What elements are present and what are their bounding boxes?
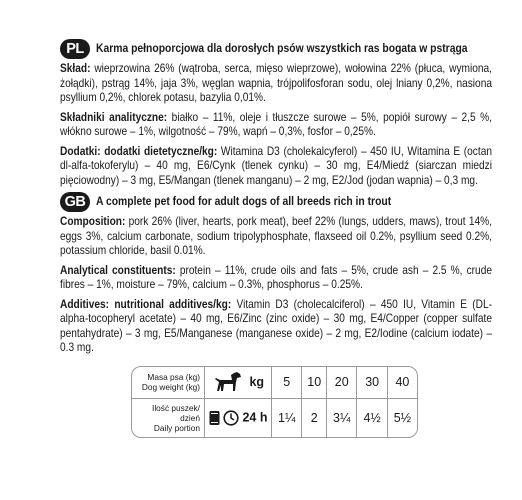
pl-analytical bbox=[60, 110, 492, 139]
gb-composition bbox=[60, 214, 492, 258]
portion-value: 5½ bbox=[387, 398, 417, 437]
pl-analytical-label: Składniki analityczne: bbox=[60, 109, 168, 124]
weight-value: 30 bbox=[357, 367, 387, 398]
gb-additives-text: Vitamin D3 (cholecalciferol) – 450 IU, Vitamin E (DL-alpha-tocopheryl acetate) – 40 mg, E6/Zinc (zinc oxide) – 30 mg, E4/Copper (copper sulfate pentahydrate) – 3 mg, E5/Manganese (manganese oxide) – 2 mg, E2/Iodine (calcium iodate) – 0.3 mg. bbox=[60, 296, 493, 354]
portion-value: 2 bbox=[302, 398, 327, 437]
portion-value: 1¼ bbox=[272, 398, 302, 437]
gb-analytical-text: protein – 11%, crude oils and fats – 5%, crude ash – 2.5 %, crude fibres – 1%, moisture – 79%, calcium – 0.3%, phosphorus – 0.25%. bbox=[60, 262, 492, 291]
portion-unit-cell bbox=[205, 398, 272, 437]
pl-language-badge: PL bbox=[60, 39, 90, 59]
gb-composition-text: pork 26% (liver, hearts, pork meat), beef 22% (lungs, udders, maws), trout 14%, eggs 3%, calcium carbonate, sodium tripolyphosphate, flaxseed oil 0.2%, psyllium seed 0.2%, potassium chloride, basil 0.01%. bbox=[60, 214, 492, 257]
pl-section bbox=[60, 39, 492, 187]
pl-additives-label: Dodatki: dodatki dietetyczne/kg: bbox=[60, 143, 218, 158]
kg-unit: kg bbox=[249, 374, 265, 389]
per-day-label: 24 h bbox=[242, 410, 268, 425]
weight-unit-cell bbox=[205, 367, 272, 398]
weight-row bbox=[132, 367, 417, 398]
can-icon bbox=[209, 410, 220, 426]
weight-label-pl: Masa psa (kg) bbox=[147, 372, 200, 383]
pl-analytical-text: białko – 11%, oleje i tłuszcze surowe – 5%, popiół surowy – 2,5 %, włókno surowe – 1%, wilgotność – 79%, wapń – 0,3%, fosfor – 0,25%. bbox=[60, 109, 492, 138]
gb-additives bbox=[60, 297, 492, 355]
pl-product-title: Karma pełnoporcjowa dla dorosłych psów wszystkich ras bogata w pstrąga bbox=[96, 43, 468, 55]
gb-header bbox=[60, 192, 492, 212]
gb-additives-label: Additives: nutritional additives/kg: bbox=[60, 296, 232, 311]
gb-product-title: A complete pet food for adult dogs of all breeds rich in trout bbox=[96, 196, 392, 208]
feeding-table bbox=[131, 366, 418, 438]
weight-value: 40 bbox=[387, 367, 417, 398]
gb-composition-label: Composition: bbox=[60, 214, 126, 228]
weight-value: 10 bbox=[302, 367, 327, 398]
pl-composition-label: Skład: bbox=[60, 61, 91, 75]
pl-additives bbox=[60, 144, 492, 188]
gb-language-badge: GB bbox=[60, 192, 90, 212]
portion-value: 4½ bbox=[357, 398, 387, 437]
portion-label bbox=[132, 398, 205, 437]
pl-composition bbox=[60, 61, 492, 105]
weight-label-en: Dog weight (kg) bbox=[141, 382, 200, 393]
clock-icon bbox=[223, 410, 239, 426]
dog-icon bbox=[212, 370, 242, 394]
weight-value: 20 bbox=[327, 367, 357, 398]
weight-value: 5 bbox=[272, 367, 302, 398]
portion-label-pl: Ilość puszek/ dzień bbox=[152, 402, 200, 423]
portion-value: 3¼ bbox=[327, 398, 357, 437]
portion-row bbox=[132, 398, 417, 437]
pl-additives-text: Witamina D3 (cholekalcyferol) – 450 IU, Witamina E (octan dl-alfa-tokoferylu) – 40 mg, E6/Cynk (tlenek cynku) – 30 mg, E4/Miedź (siarczan miedzi pięciowodny) – 3 mg, E5/Mangan (tlenek manganu) – 2 mg, E2/Jod (jodan wapnia) – 0,3 mg. bbox=[60, 143, 492, 187]
portion-label-en: Daily portion bbox=[153, 422, 200, 433]
gb-analytical-label: Analytical constituents: bbox=[60, 262, 176, 277]
pl-composition-text: wieprzowina 26% (wątroba, serca, mięso wieprzowe), wołowina 22% (płuca, wymiona, żołądki), pstrąg 14%, jaja 3%, węglan wapnia, trójpolifosforan sodu, olej lniany 0,2%, nasiona psyllium 0,2%, chlorek potasu, bazylia 0,01%. bbox=[60, 61, 492, 104]
pl-header bbox=[60, 39, 492, 59]
gb-section bbox=[60, 192, 492, 355]
gb-analytical bbox=[60, 263, 492, 292]
weight-label bbox=[132, 367, 205, 398]
